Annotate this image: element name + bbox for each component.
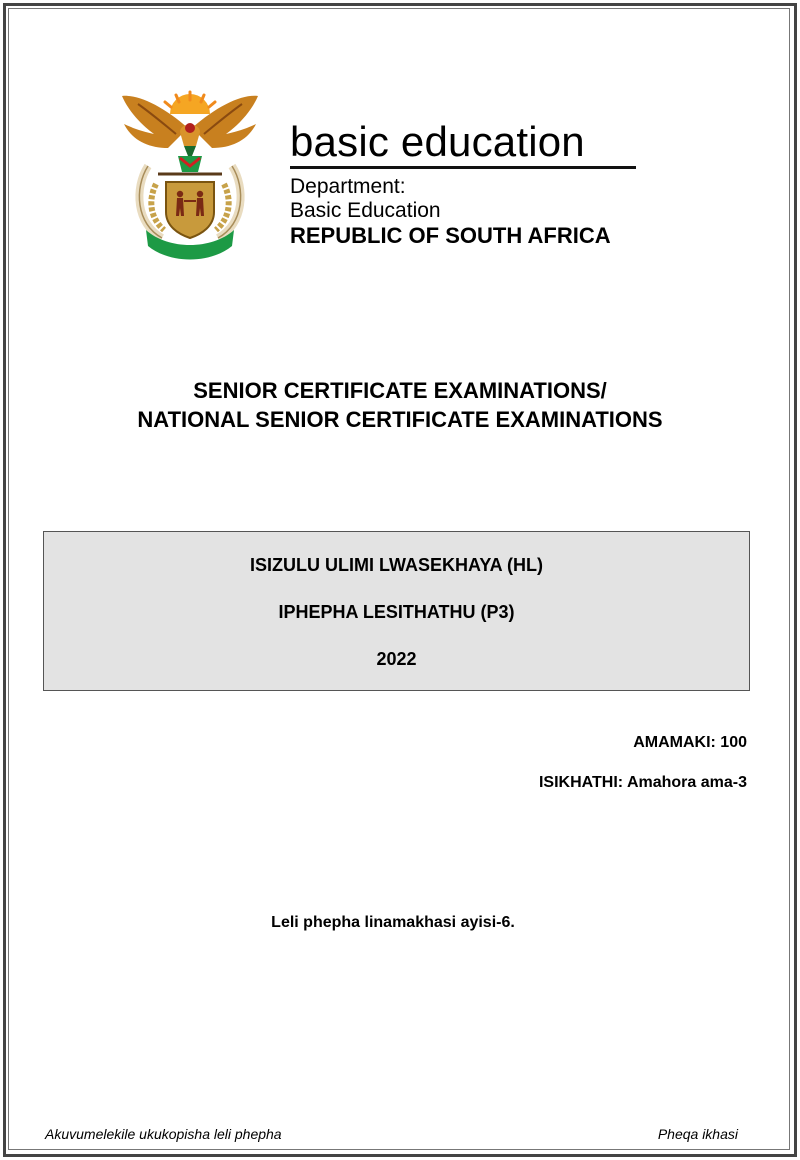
brand-underline <box>290 166 636 169</box>
subject-title: ISIZULU ULIMI LWASEKHAYA (HL) <box>249 555 543 575</box>
department-name: Basic Education <box>290 199 441 222</box>
subject-box <box>43 531 750 691</box>
exam-heading-line1: SENIOR CERTIFICATE EXAMINATIONS/ <box>193 378 607 403</box>
country-name: REPUBLIC OF SOUTH AFRICA <box>290 223 611 248</box>
coat-of-arms-logo <box>118 88 262 260</box>
footer-turn-over: Pheqa ikhasi <box>657 1126 738 1142</box>
exam-heading-line2: NATIONAL SENIOR CERTIFICATE EXAMINATIONS <box>137 407 663 432</box>
paper-title: IPHEPHA LESITHATHU (P3) <box>278 602 515 622</box>
marks-info: AMAMAKI: 100 <box>633 734 747 751</box>
footer-copyright: Akuvumelekile ukukopisha leli phepha <box>45 1126 282 1142</box>
pages-note: Leli phepha linamakhasi ayisi-6. <box>271 914 515 931</box>
department-label: Department: <box>290 175 406 198</box>
brand-title: basic education <box>290 118 585 165</box>
time-info: ISIKHATHI: Amahora ama-3 <box>538 774 747 791</box>
exam-year: 2022 <box>376 649 417 669</box>
rising-sun-icon <box>165 92 215 114</box>
